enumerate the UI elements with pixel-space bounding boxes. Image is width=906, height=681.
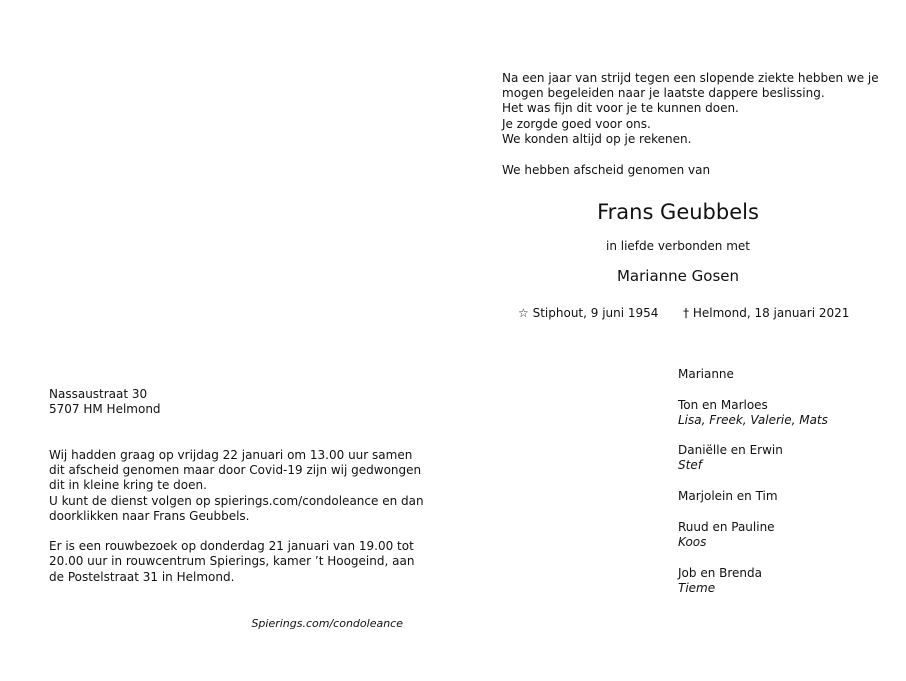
family-group [678, 489, 778, 504]
notice-line: U kunt de dienst volgen op spierings.com/condoleance en dan [49, 493, 424, 508]
family-group [678, 566, 762, 596]
family-group [678, 443, 783, 473]
family-names: Marianne [678, 367, 734, 381]
condoleance-link[interactable]: Spierings.com/condoleance [251, 617, 403, 630]
intro-line: mogen begeleiden naar je laatste dappere beslissing. [502, 86, 825, 101]
address-block [49, 387, 161, 417]
cross-icon: † [683, 306, 689, 320]
intro-line: Na een jaar van strijd tegen een slopende ziekte hebben we je [502, 71, 879, 85]
family-names: Ruud en Pauline [678, 520, 775, 534]
notice-text [49, 448, 424, 585]
address-city: 5707 HM Helmond [49, 402, 161, 417]
intro-line: Het was fijn dit voor je te kunnen doen. [502, 101, 739, 116]
family-names: Job en Brenda [678, 566, 762, 580]
address-street: Nassaustraat 30 [49, 387, 148, 401]
connected-line: in liefde verbonden met [605, 239, 751, 253]
notice-line: 20.00 uur in rouwcentrum Spierings, kamer ’t Hoogeind, aan [49, 554, 415, 569]
notice-gap [49, 524, 403, 539]
notice-line: doorklikken naar Frans Geubbels. [49, 508, 250, 523]
death-date [683, 306, 849, 321]
family-group [678, 520, 775, 550]
partner-name: Marianne Gosen [616, 267, 740, 285]
family-children: Koos [678, 535, 707, 550]
family-children: Stef [678, 458, 702, 473]
family-names: Daniëlle en Erwin [678, 443, 783, 457]
deceased-name: Frans Geubbels [597, 200, 759, 224]
family-children: Tieme [678, 581, 716, 596]
intro-text [502, 71, 879, 147]
birth-text: Stiphout, 9 juni 1954 [532, 306, 659, 320]
notice-line: Wij hadden graag op vrijdag 22 januari om 13.00 uur samen [49, 448, 413, 462]
death-text: Helmond, 18 januari 2021 [692, 306, 850, 320]
family-group [678, 398, 828, 428]
family-children: Lisa, Freek, Valerie, Mats [678, 413, 828, 428]
family-names: Ton en Marloes [678, 398, 768, 412]
intro-line: Je zorgde goed voor ons. [502, 116, 651, 131]
notice-line: dit afscheid genomen maar door Covid-19 zijn wij gedwongen [49, 463, 422, 478]
farewell-line: We hebben afscheid genomen van [502, 163, 711, 177]
family-group [678, 367, 734, 382]
notice-line: de Postelstraat 31 in Helmond. [49, 569, 235, 584]
birth-date [518, 306, 658, 321]
intro-line: We konden altijd op je rekenen. [502, 131, 692, 146]
notice-line: Er is een rouwbezoek op donderdag 21 januari van 19.00 tot [49, 539, 414, 554]
family-names: Marjolein en Tim [678, 489, 778, 503]
notice-line: dit in kleine kring te doen. [49, 478, 207, 493]
star-icon: ☆ [518, 306, 529, 320]
